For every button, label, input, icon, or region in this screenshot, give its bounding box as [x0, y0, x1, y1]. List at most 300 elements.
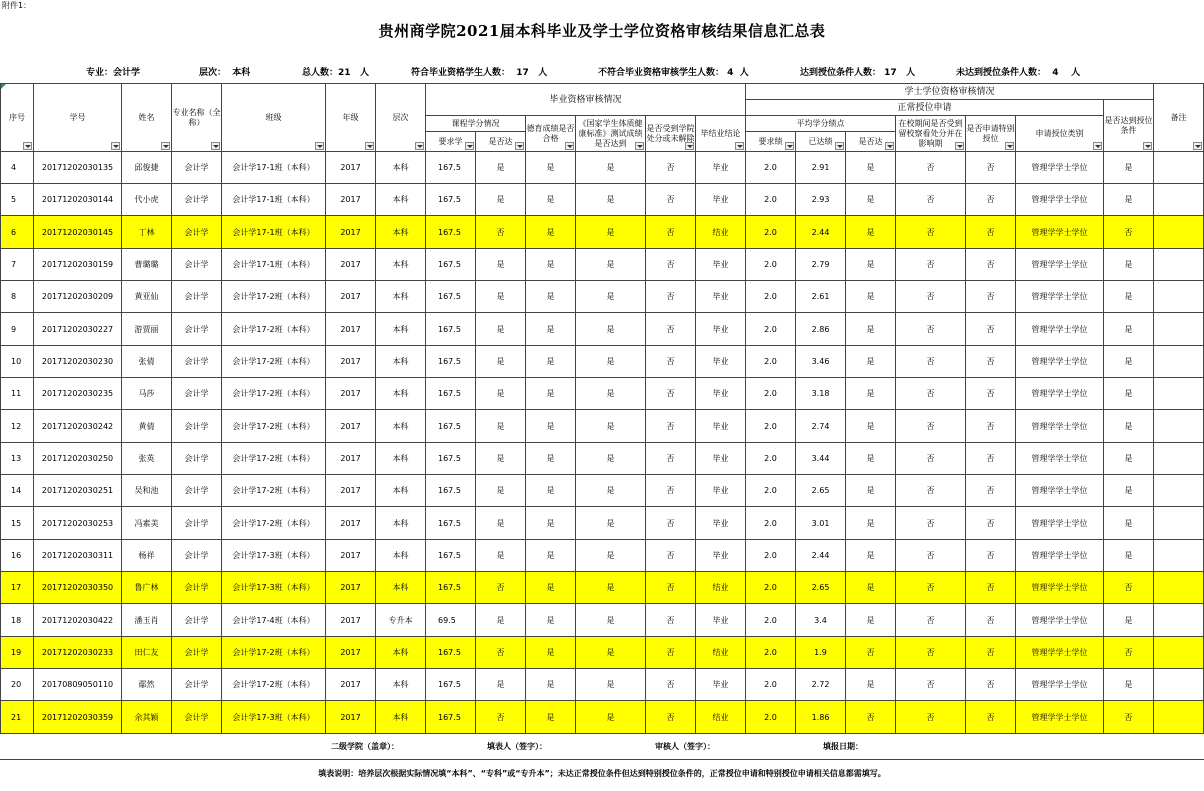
cell-major[interactable]: 会计学	[172, 346, 222, 378]
cell-grade[interactable]: 2017	[326, 507, 376, 540]
cell-class[interactable]: 会计学17-1班（本科）	[222, 152, 326, 184]
cell-health[interactable]: 是	[576, 701, 646, 734]
cell-gpa-required[interactable]: 2.0	[746, 216, 796, 249]
cell-credit-ok[interactable]: 是	[476, 540, 526, 572]
cell-credit-ok[interactable]: 是	[476, 249, 526, 281]
cell-seq[interactable]: 10	[1, 346, 34, 378]
cell-remark[interactable]	[1154, 604, 1204, 637]
cell-remark[interactable]	[1154, 152, 1204, 184]
cell-gpa-required[interactable]: 2.0	[746, 701, 796, 734]
cell-student-id[interactable]: 20171202030311	[34, 540, 122, 572]
cell-gpa-required[interactable]: 2.0	[746, 572, 796, 604]
cell-discipline[interactable]: 否	[646, 669, 696, 701]
cell-moral[interactable]: 是	[526, 281, 576, 313]
cell-student-id[interactable]: 20171202030135	[34, 152, 122, 184]
cell-degree-reach[interactable]: 是	[1104, 346, 1154, 378]
filter-dropdown-icon[interactable]	[1005, 142, 1014, 150]
cell-gpa-ok[interactable]: 否	[846, 701, 896, 734]
cell-grad-conclusion[interactable]: 结业	[696, 216, 746, 249]
cell-special-apply[interactable]: 否	[966, 378, 1016, 410]
cell-grade[interactable]: 2017	[326, 410, 376, 443]
cell-class[interactable]: 会计学17-2班（本科）	[222, 313, 326, 346]
cell-degree-reach[interactable]: 是	[1104, 152, 1154, 184]
cell-degree-type[interactable]: 管理学学士学位	[1016, 184, 1104, 216]
cell-grade[interactable]: 2017	[326, 669, 376, 701]
cell-class[interactable]: 会计学17-1班（本科）	[222, 249, 326, 281]
cell-class[interactable]: 会计学17-2班（本科）	[222, 410, 326, 443]
filter-dropdown-icon[interactable]	[415, 142, 424, 150]
cell-major[interactable]: 会计学	[172, 604, 222, 637]
cell-credit[interactable]: 167.5	[426, 184, 476, 216]
cell-grad-conclusion[interactable]: 毕业	[696, 152, 746, 184]
cell-class[interactable]: 会计学17-3班（本科）	[222, 572, 326, 604]
cell-degree-reach[interactable]: 否	[1104, 637, 1154, 669]
cell-major[interactable]: 会计学	[172, 313, 222, 346]
cell-seq[interactable]: 11	[1, 378, 34, 410]
cell-gpa-required[interactable]: 2.0	[746, 443, 796, 475]
cell-gpa-ok[interactable]: 是	[846, 346, 896, 378]
cell-level[interactable]: 本科	[376, 443, 426, 475]
cell-grade[interactable]: 2017	[326, 249, 376, 281]
cell-major[interactable]: 会计学	[172, 216, 222, 249]
cell-degree-reach[interactable]: 是	[1104, 281, 1154, 313]
cell-credit-ok[interactable]: 是	[476, 346, 526, 378]
cell-degree-reach[interactable]: 是	[1104, 249, 1154, 281]
filter-dropdown-icon[interactable]	[515, 142, 524, 150]
cell-name[interactable]: 游贾丽	[122, 313, 172, 346]
cell-name[interactable]: 丁林	[122, 216, 172, 249]
cell-level[interactable]: 本科	[376, 410, 426, 443]
cell-name[interactable]: 田仁友	[122, 637, 172, 669]
cell-degree-reach[interactable]: 是	[1104, 410, 1154, 443]
cell-name[interactable]: 鲁广林	[122, 572, 172, 604]
cell-name[interactable]: 冯素美	[122, 507, 172, 540]
cell-level[interactable]: 本科	[376, 249, 426, 281]
cell-student-id[interactable]: 20171202030233	[34, 637, 122, 669]
cell-level[interactable]: 本科	[376, 572, 426, 604]
cell-seq[interactable]: 15	[1, 507, 34, 540]
cell-remark[interactable]	[1154, 637, 1204, 669]
cell-special-apply[interactable]: 否	[966, 152, 1016, 184]
cell-degree-reach[interactable]: 否	[1104, 216, 1154, 249]
cell-remark[interactable]	[1154, 249, 1204, 281]
cell-degree-type[interactable]: 管理学学士学位	[1016, 637, 1104, 669]
cell-remark[interactable]	[1154, 507, 1204, 540]
cell-gpa-ok[interactable]: 是	[846, 313, 896, 346]
cell-degree-type[interactable]: 管理学学士学位	[1016, 346, 1104, 378]
cell-special-apply[interactable]: 否	[966, 281, 1016, 313]
cell-gpa-required[interactable]: 2.0	[746, 152, 796, 184]
cell-degree-type[interactable]: 管理学学士学位	[1016, 572, 1104, 604]
cell-discipline[interactable]: 否	[646, 637, 696, 669]
cell-grade[interactable]: 2017	[326, 701, 376, 734]
cell-gpa[interactable]: 3.46	[796, 346, 846, 378]
cell-punish[interactable]: 否	[896, 313, 966, 346]
cell-name[interactable]: 吴和池	[122, 475, 172, 507]
cell-student-id[interactable]: 20171202030159	[34, 249, 122, 281]
cell-gpa-required[interactable]: 2.0	[746, 249, 796, 281]
cell-remark[interactable]	[1154, 669, 1204, 701]
cell-credit-ok[interactable]: 否	[476, 637, 526, 669]
cell-credit-ok[interactable]: 是	[476, 378, 526, 410]
cell-moral[interactable]: 是	[526, 669, 576, 701]
cell-grad-conclusion[interactable]: 结业	[696, 701, 746, 734]
cell-credit-ok[interactable]: 是	[476, 281, 526, 313]
cell-grad-conclusion[interactable]: 毕业	[696, 475, 746, 507]
cell-gpa-required[interactable]: 2.0	[746, 378, 796, 410]
cell-degree-reach[interactable]: 是	[1104, 669, 1154, 701]
filter-dropdown-icon[interactable]	[955, 142, 964, 150]
cell-seq[interactable]: 21	[1, 701, 34, 734]
cell-credit[interactable]: 167.5	[426, 281, 476, 313]
cell-discipline[interactable]: 否	[646, 572, 696, 604]
cell-grad-conclusion[interactable]: 毕业	[696, 249, 746, 281]
cell-punish[interactable]: 否	[896, 604, 966, 637]
cell-degree-type[interactable]: 管理学学士学位	[1016, 249, 1104, 281]
cell-special-apply[interactable]: 否	[966, 604, 1016, 637]
cell-health[interactable]: 是	[576, 604, 646, 637]
cell-remark[interactable]	[1154, 378, 1204, 410]
cell-grade[interactable]: 2017	[326, 475, 376, 507]
cell-health[interactable]: 是	[576, 507, 646, 540]
cell-grad-conclusion[interactable]: 毕业	[696, 184, 746, 216]
cell-student-id[interactable]: 20171202030145	[34, 216, 122, 249]
cell-punish[interactable]: 否	[896, 443, 966, 475]
cell-gpa-ok[interactable]: 是	[846, 540, 896, 572]
cell-name[interactable]: 张英	[122, 443, 172, 475]
cell-level[interactable]: 本科	[376, 540, 426, 572]
cell-major[interactable]: 会计学	[172, 410, 222, 443]
cell-major[interactable]: 会计学	[172, 637, 222, 669]
cell-remark[interactable]	[1154, 443, 1204, 475]
cell-degree-type[interactable]: 管理学学士学位	[1016, 281, 1104, 313]
cell-gpa-ok[interactable]: 是	[846, 572, 896, 604]
cell-student-id[interactable]: 20171202030250	[34, 443, 122, 475]
cell-degree-reach[interactable]: 是	[1104, 604, 1154, 637]
cell-discipline[interactable]: 否	[646, 540, 696, 572]
cell-credit-ok[interactable]: 是	[476, 443, 526, 475]
cell-level[interactable]: 本科	[376, 701, 426, 734]
cell-gpa[interactable]: 3.4	[796, 604, 846, 637]
cell-grad-conclusion[interactable]: 毕业	[696, 410, 746, 443]
cell-grad-conclusion[interactable]: 结业	[696, 572, 746, 604]
cell-health[interactable]: 是	[576, 572, 646, 604]
cell-health[interactable]: 是	[576, 184, 646, 216]
cell-moral[interactable]: 是	[526, 540, 576, 572]
cell-credit-ok[interactable]: 是	[476, 152, 526, 184]
cell-special-apply[interactable]: 否	[966, 475, 1016, 507]
cell-class[interactable]: 会计学17-4班（本科）	[222, 604, 326, 637]
cell-seq[interactable]: 9	[1, 313, 34, 346]
filter-dropdown-icon[interactable]	[685, 142, 694, 150]
cell-name[interactable]: 张倩	[122, 346, 172, 378]
filter-dropdown-icon[interactable]	[465, 142, 474, 150]
cell-grade[interactable]: 2017	[326, 378, 376, 410]
cell-punish[interactable]: 否	[896, 281, 966, 313]
cell-level[interactable]: 本科	[376, 378, 426, 410]
cell-grade[interactable]: 2017	[326, 540, 376, 572]
cell-seq[interactable]: 12	[1, 410, 34, 443]
cell-gpa[interactable]: 3.18	[796, 378, 846, 410]
cell-health[interactable]: 是	[576, 637, 646, 669]
cell-grad-conclusion[interactable]: 毕业	[696, 604, 746, 637]
cell-gpa-ok[interactable]: 是	[846, 184, 896, 216]
cell-credit-ok[interactable]: 是	[476, 507, 526, 540]
cell-degree-type[interactable]: 管理学学士学位	[1016, 313, 1104, 346]
cell-seq[interactable]: 17	[1, 572, 34, 604]
cell-credit[interactable]: 167.5	[426, 443, 476, 475]
cell-student-id[interactable]: 20171202030144	[34, 184, 122, 216]
cell-grade[interactable]: 2017	[326, 281, 376, 313]
cell-punish[interactable]: 否	[896, 216, 966, 249]
cell-grade[interactable]: 2017	[326, 313, 376, 346]
cell-special-apply[interactable]: 否	[966, 410, 1016, 443]
cell-degree-reach[interactable]: 是	[1104, 507, 1154, 540]
cell-degree-type[interactable]: 管理学学士学位	[1016, 216, 1104, 249]
cell-punish[interactable]: 否	[896, 152, 966, 184]
cell-name[interactable]: 余其颖	[122, 701, 172, 734]
cell-level[interactable]: 本科	[376, 507, 426, 540]
cell-credit[interactable]: 69.5	[426, 604, 476, 637]
cell-credit-ok[interactable]: 是	[476, 604, 526, 637]
cell-grade[interactable]: 2017	[326, 184, 376, 216]
cell-credit-ok[interactable]: 否	[476, 572, 526, 604]
cell-punish[interactable]: 否	[896, 184, 966, 216]
cell-student-id[interactable]: 20171202030350	[34, 572, 122, 604]
cell-remark[interactable]	[1154, 313, 1204, 346]
cell-punish[interactable]: 否	[896, 378, 966, 410]
cell-credit-ok[interactable]: 是	[476, 410, 526, 443]
cell-discipline[interactable]: 否	[646, 507, 696, 540]
cell-name[interactable]: 马莎	[122, 378, 172, 410]
cell-discipline[interactable]: 否	[646, 701, 696, 734]
cell-degree-reach[interactable]: 是	[1104, 475, 1154, 507]
cell-grad-conclusion[interactable]: 毕业	[696, 281, 746, 313]
cell-credit[interactable]: 167.5	[426, 507, 476, 540]
cell-health[interactable]: 是	[576, 152, 646, 184]
cell-gpa-required[interactable]: 2.0	[746, 184, 796, 216]
cell-health[interactable]: 是	[576, 346, 646, 378]
cell-gpa[interactable]: 1.9	[796, 637, 846, 669]
cell-seq[interactable]: 6	[1, 216, 34, 249]
cell-credit[interactable]: 167.5	[426, 249, 476, 281]
cell-gpa-required[interactable]: 2.0	[746, 637, 796, 669]
cell-credit[interactable]: 167.5	[426, 637, 476, 669]
cell-grade[interactable]: 2017	[326, 152, 376, 184]
filter-dropdown-icon[interactable]	[735, 142, 744, 150]
cell-student-id[interactable]: 20171202030359	[34, 701, 122, 734]
cell-moral[interactable]: 是	[526, 701, 576, 734]
cell-seq[interactable]: 20	[1, 669, 34, 701]
cell-name[interactable]: 潘玉肖	[122, 604, 172, 637]
cell-punish[interactable]: 否	[896, 701, 966, 734]
cell-gpa[interactable]: 2.74	[796, 410, 846, 443]
cell-gpa[interactable]: 1.86	[796, 701, 846, 734]
cell-credit[interactable]: 167.5	[426, 152, 476, 184]
cell-grad-conclusion[interactable]: 毕业	[696, 378, 746, 410]
cell-discipline[interactable]: 否	[646, 313, 696, 346]
cell-student-id[interactable]: 20170809050110	[34, 669, 122, 701]
cell-credit-ok[interactable]: 是	[476, 313, 526, 346]
cell-punish[interactable]: 否	[896, 346, 966, 378]
cell-class[interactable]: 会计学17-1班（本科）	[222, 216, 326, 249]
cell-degree-type[interactable]: 管理学学士学位	[1016, 443, 1104, 475]
cell-class[interactable]: 会计学17-2班（本科）	[222, 669, 326, 701]
cell-student-id[interactable]: 20171202030422	[34, 604, 122, 637]
cell-seq[interactable]: 8	[1, 281, 34, 313]
cell-moral[interactable]: 是	[526, 572, 576, 604]
cell-class[interactable]: 会计学17-2班（本科）	[222, 443, 326, 475]
cell-seq[interactable]: 13	[1, 443, 34, 475]
cell-credit-ok[interactable]: 否	[476, 701, 526, 734]
cell-gpa[interactable]: 3.44	[796, 443, 846, 475]
cell-special-apply[interactable]: 否	[966, 507, 1016, 540]
cell-gpa-ok[interactable]: 是	[846, 669, 896, 701]
cell-major[interactable]: 会计学	[172, 669, 222, 701]
cell-gpa[interactable]: 2.65	[796, 475, 846, 507]
cell-grad-conclusion[interactable]: 结业	[696, 637, 746, 669]
cell-punish[interactable]: 否	[896, 410, 966, 443]
cell-major[interactable]: 会计学	[172, 184, 222, 216]
cell-special-apply[interactable]: 否	[966, 346, 1016, 378]
cell-gpa-ok[interactable]: 否	[846, 637, 896, 669]
cell-punish[interactable]: 否	[896, 637, 966, 669]
cell-degree-type[interactable]: 管理学学士学位	[1016, 604, 1104, 637]
cell-moral[interactable]: 是	[526, 475, 576, 507]
cell-health[interactable]: 是	[576, 540, 646, 572]
cell-punish[interactable]: 否	[896, 507, 966, 540]
cell-level[interactable]: 本科	[376, 637, 426, 669]
cell-remark[interactable]	[1154, 540, 1204, 572]
cell-level[interactable]: 专升本	[376, 604, 426, 637]
cell-credit-ok[interactable]: 是	[476, 184, 526, 216]
cell-gpa[interactable]: 2.91	[796, 152, 846, 184]
cell-credit[interactable]: 167.5	[426, 669, 476, 701]
cell-gpa[interactable]: 2.79	[796, 249, 846, 281]
cell-health[interactable]: 是	[576, 378, 646, 410]
cell-degree-type[interactable]: 管理学学士学位	[1016, 378, 1104, 410]
cell-name[interactable]: 鄢然	[122, 669, 172, 701]
cell-degree-type[interactable]: 管理学学士学位	[1016, 152, 1104, 184]
cell-health[interactable]: 是	[576, 475, 646, 507]
cell-grade[interactable]: 2017	[326, 216, 376, 249]
cell-grade[interactable]: 2017	[326, 346, 376, 378]
cell-class[interactable]: 会计学17-2班（本科）	[222, 475, 326, 507]
cell-gpa[interactable]: 2.44	[796, 216, 846, 249]
cell-grade[interactable]: 2017	[326, 637, 376, 669]
cell-credit[interactable]: 167.5	[426, 475, 476, 507]
cell-gpa[interactable]: 2.61	[796, 281, 846, 313]
cell-remark[interactable]	[1154, 281, 1204, 313]
cell-punish[interactable]: 否	[896, 249, 966, 281]
cell-gpa-required[interactable]: 2.0	[746, 507, 796, 540]
cell-special-apply[interactable]: 否	[966, 540, 1016, 572]
cell-level[interactable]: 本科	[376, 281, 426, 313]
filter-dropdown-icon[interactable]	[365, 142, 374, 150]
cell-class[interactable]: 会计学17-3班（本科）	[222, 540, 326, 572]
cell-moral[interactable]: 是	[526, 410, 576, 443]
cell-discipline[interactable]: 否	[646, 378, 696, 410]
cell-seq[interactable]: 7	[1, 249, 34, 281]
cell-credit-ok[interactable]: 是	[476, 475, 526, 507]
cell-major[interactable]: 会计学	[172, 378, 222, 410]
cell-level[interactable]: 本科	[376, 346, 426, 378]
cell-grad-conclusion[interactable]: 毕业	[696, 540, 746, 572]
cell-gpa[interactable]: 2.65	[796, 572, 846, 604]
cell-moral[interactable]: 是	[526, 637, 576, 669]
cell-student-id[interactable]: 20171202030209	[34, 281, 122, 313]
cell-grade[interactable]: 2017	[326, 604, 376, 637]
cell-degree-reach[interactable]: 否	[1104, 572, 1154, 604]
cell-special-apply[interactable]: 否	[966, 443, 1016, 475]
cell-seq[interactable]: 18	[1, 604, 34, 637]
cell-remark[interactable]	[1154, 184, 1204, 216]
cell-seq[interactable]: 16	[1, 540, 34, 572]
cell-moral[interactable]: 是	[526, 378, 576, 410]
cell-special-apply[interactable]: 否	[966, 184, 1016, 216]
cell-degree-reach[interactable]: 否	[1104, 701, 1154, 734]
cell-special-apply[interactable]: 否	[966, 669, 1016, 701]
cell-major[interactable]: 会计学	[172, 540, 222, 572]
cell-special-apply[interactable]: 否	[966, 216, 1016, 249]
cell-class[interactable]: 会计学17-1班（本科）	[222, 184, 326, 216]
cell-remark[interactable]	[1154, 701, 1204, 734]
cell-gpa[interactable]: 2.93	[796, 184, 846, 216]
filter-dropdown-icon[interactable]	[785, 142, 794, 150]
cell-grade[interactable]: 2017	[326, 443, 376, 475]
cell-seq[interactable]: 19	[1, 637, 34, 669]
filter-dropdown-icon[interactable]	[1193, 142, 1202, 150]
cell-discipline[interactable]: 否	[646, 346, 696, 378]
cell-gpa-required[interactable]: 2.0	[746, 475, 796, 507]
cell-major[interactable]: 会计学	[172, 249, 222, 281]
cell-remark[interactable]	[1154, 410, 1204, 443]
cell-discipline[interactable]: 否	[646, 184, 696, 216]
filter-dropdown-icon[interactable]	[885, 142, 894, 150]
cell-gpa-required[interactable]: 2.0	[746, 410, 796, 443]
cell-gpa-ok[interactable]: 是	[846, 378, 896, 410]
cell-discipline[interactable]: 否	[646, 443, 696, 475]
cell-credit[interactable]: 167.5	[426, 216, 476, 249]
cell-gpa-ok[interactable]: 是	[846, 443, 896, 475]
cell-major[interactable]: 会计学	[172, 701, 222, 734]
cell-remark[interactable]	[1154, 475, 1204, 507]
cell-discipline[interactable]: 否	[646, 281, 696, 313]
cell-discipline[interactable]: 否	[646, 152, 696, 184]
cell-degree-type[interactable]: 管理学学士学位	[1016, 669, 1104, 701]
cell-moral[interactable]: 是	[526, 152, 576, 184]
cell-major[interactable]: 会计学	[172, 152, 222, 184]
cell-health[interactable]: 是	[576, 313, 646, 346]
cell-discipline[interactable]: 否	[646, 249, 696, 281]
cell-name[interactable]: 杨祥	[122, 540, 172, 572]
cell-special-apply[interactable]: 否	[966, 249, 1016, 281]
cell-moral[interactable]: 是	[526, 216, 576, 249]
cell-level[interactable]: 本科	[376, 313, 426, 346]
cell-level[interactable]: 本科	[376, 184, 426, 216]
cell-level[interactable]: 本科	[376, 216, 426, 249]
cell-major[interactable]: 会计学	[172, 281, 222, 313]
cell-special-apply[interactable]: 否	[966, 701, 1016, 734]
cell-seq[interactable]: 14	[1, 475, 34, 507]
cell-major[interactable]: 会计学	[172, 475, 222, 507]
cell-name[interactable]: 黄倩	[122, 410, 172, 443]
cell-moral[interactable]: 是	[526, 507, 576, 540]
cell-special-apply[interactable]: 否	[966, 637, 1016, 669]
cell-moral[interactable]: 是	[526, 313, 576, 346]
cell-credit[interactable]: 167.5	[426, 572, 476, 604]
cell-health[interactable]: 是	[576, 249, 646, 281]
